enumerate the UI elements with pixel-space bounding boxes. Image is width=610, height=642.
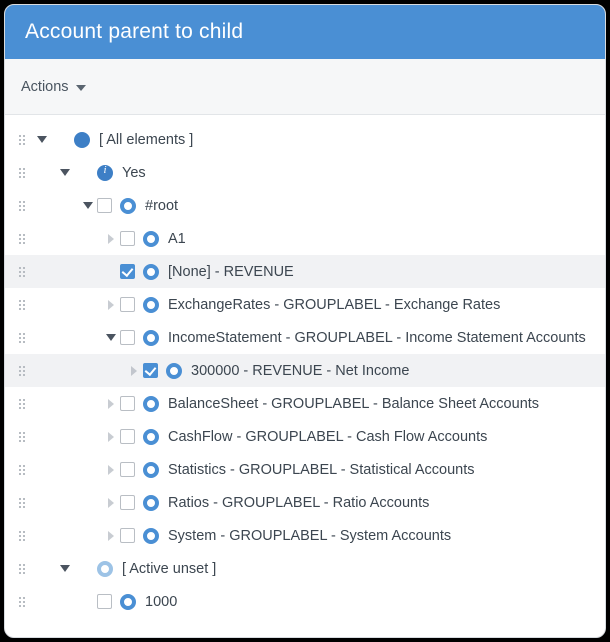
tree-row[interactable]	[5, 453, 605, 486]
row-checkbox[interactable]	[97, 594, 112, 609]
tree-row[interactable]	[5, 585, 605, 618]
tree-row[interactable]	[5, 519, 605, 552]
row-checkbox[interactable]	[120, 495, 135, 510]
tree-row[interactable]	[5, 387, 605, 420]
node-bullet-icon	[143, 462, 159, 478]
tree-row[interactable]	[5, 255, 605, 288]
tree-row-label: System - GROUPLABEL - System Accounts	[168, 527, 452, 544]
expand-arrow-down-icon[interactable]	[56, 565, 74, 572]
dialog-titlebar	[5, 5, 605, 59]
drag-handle-icon[interactable]	[15, 560, 25, 578]
node-bullet-icon	[143, 297, 159, 313]
tree-row-label: 300000 - REVENUE - Net Income	[191, 362, 410, 379]
node-bullet-icon	[143, 396, 159, 412]
expand-arrow-down-icon[interactable]	[102, 334, 120, 341]
drag-handle-icon[interactable]	[15, 131, 25, 149]
tree-row[interactable]	[5, 123, 605, 156]
row-checkbox[interactable]	[120, 330, 135, 345]
expand-arrow-right-icon[interactable]	[102, 399, 120, 409]
tree-row[interactable]	[5, 321, 605, 354]
tree-row[interactable]	[5, 552, 605, 585]
drag-handle-icon[interactable]	[15, 527, 25, 545]
tree-row[interactable]	[5, 288, 605, 321]
dialog-window	[4, 4, 606, 638]
row-checkbox[interactable]	[120, 231, 135, 246]
drag-handle-icon[interactable]	[15, 329, 25, 347]
expand-arrow-down-icon[interactable]	[79, 202, 97, 209]
tree-row-label: [ All elements ]	[99, 131, 194, 148]
expand-arrow-right-icon[interactable]	[102, 234, 120, 244]
drag-handle-icon[interactable]	[15, 230, 25, 248]
node-bullet-icon	[74, 132, 90, 148]
row-checkbox[interactable]	[120, 297, 135, 312]
toolbar	[5, 59, 605, 115]
expand-arrow-right-icon[interactable]	[102, 531, 120, 541]
chevron-down-icon	[76, 85, 86, 91]
tree-row[interactable]	[5, 222, 605, 255]
tree-row[interactable]	[5, 156, 605, 189]
expand-arrow-right-icon[interactable]	[102, 300, 120, 310]
tree-row-label: 1000	[145, 593, 178, 610]
tree-row[interactable]	[5, 420, 605, 453]
drag-handle-icon[interactable]	[15, 263, 25, 281]
row-checkbox[interactable]	[120, 528, 135, 543]
tree-row-label: [None] - REVENUE	[168, 263, 294, 280]
tree-row-label: [ Active unset ]	[122, 560, 217, 577]
row-checkbox[interactable]	[143, 363, 158, 378]
page-title: Account parent to child	[25, 20, 244, 43]
row-checkbox[interactable]	[120, 429, 135, 444]
tree-row-label: Ratios - GROUPLABEL - Ratio Accounts	[168, 494, 430, 511]
node-bullet-icon	[143, 495, 159, 511]
node-bullet-icon	[166, 363, 182, 379]
row-checkbox[interactable]	[120, 462, 135, 477]
expand-arrow-right-icon[interactable]	[102, 498, 120, 508]
expand-arrow-right-icon[interactable]	[125, 366, 143, 376]
tree-row-label: ExchangeRates - GROUPLABEL - Exchange Rates	[168, 296, 501, 313]
row-checkbox[interactable]	[120, 264, 135, 279]
node-bullet-icon	[143, 429, 159, 445]
tree-row-label: A1	[168, 230, 186, 247]
drag-handle-icon[interactable]	[15, 593, 25, 611]
row-checkbox[interactable]	[97, 198, 112, 213]
drag-handle-icon[interactable]	[15, 197, 25, 215]
element-tree[interactable]	[5, 115, 605, 618]
tree-row[interactable]	[5, 189, 605, 222]
node-bullet-icon	[120, 198, 136, 214]
info-icon	[97, 165, 113, 181]
node-bullet-icon	[143, 231, 159, 247]
drag-handle-icon[interactable]	[15, 362, 25, 380]
actions-menu-label: Actions	[21, 78, 69, 95]
drag-handle-icon[interactable]	[15, 494, 25, 512]
node-bullet-icon	[97, 561, 113, 577]
tree-row[interactable]	[5, 354, 605, 387]
node-bullet-icon	[143, 330, 159, 346]
tree-row-label: IncomeStatement - GROUPLABEL - Income Statement Accounts	[168, 329, 586, 346]
row-checkbox[interactable]	[120, 396, 135, 411]
tree-row-label: #root	[145, 197, 179, 214]
tree-row[interactable]	[5, 486, 605, 519]
expand-arrow-right-icon[interactable]	[102, 465, 120, 475]
drag-handle-icon[interactable]	[15, 395, 25, 413]
tree-row-label: BalanceSheet - GROUPLABEL - Balance Sheet Accounts	[168, 395, 540, 412]
drag-handle-icon[interactable]	[15, 461, 25, 479]
tree-row-label: CashFlow - GROUPLABEL - Cash Flow Accounts	[168, 428, 488, 445]
actions-menu-button[interactable]	[21, 79, 86, 95]
drag-handle-icon[interactable]	[15, 164, 25, 182]
expand-arrow-right-icon[interactable]	[102, 432, 120, 442]
tree-row-label: Statistics - GROUPLABEL - Statistical Accounts	[168, 461, 475, 478]
tree-row-label: Yes	[122, 164, 146, 181]
node-bullet-icon	[143, 264, 159, 280]
drag-handle-icon[interactable]	[15, 296, 25, 314]
node-bullet-icon	[143, 528, 159, 544]
drag-handle-icon[interactable]	[15, 428, 25, 446]
node-bullet-icon	[120, 594, 136, 610]
expand-arrow-down-icon[interactable]	[56, 169, 74, 176]
expand-arrow-down-icon[interactable]	[33, 136, 51, 143]
